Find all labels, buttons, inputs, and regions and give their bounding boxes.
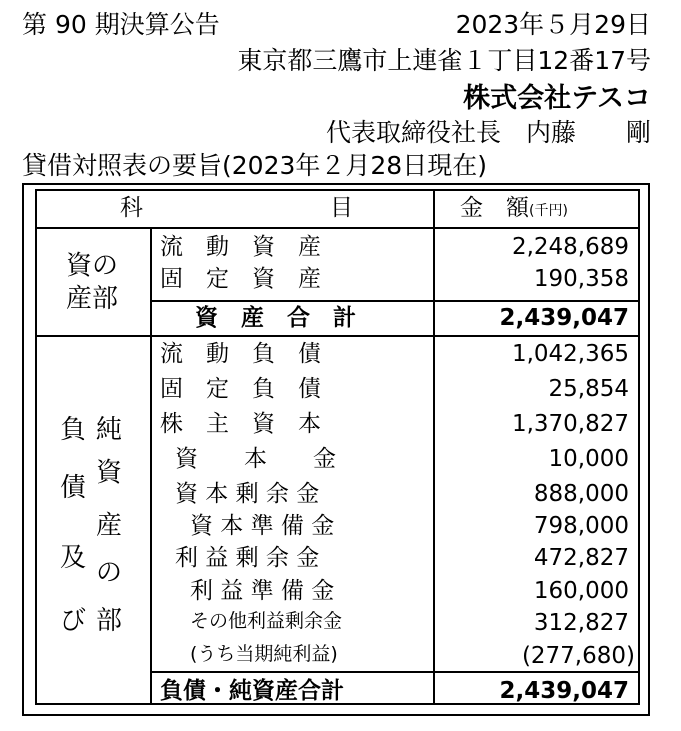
header-item-2: 目 xyxy=(330,195,353,221)
liab-row-label: (うち当期純利益) xyxy=(190,643,338,665)
assets-total-divider xyxy=(150,300,640,302)
liab-row-value: 25,854 xyxy=(548,376,629,402)
header-item-1: 科 xyxy=(120,195,143,221)
liab-side-col2-1: 資 xyxy=(96,458,123,488)
company-name: 株式会社テスコ xyxy=(463,83,651,114)
section-divider xyxy=(35,335,640,337)
liab-side-col1-2: 及 xyxy=(60,543,87,573)
liab-row-label: 資 本 剰 余 金 xyxy=(175,481,320,507)
header-amount xyxy=(460,197,568,220)
header-amount-label: 金 額 xyxy=(460,195,529,221)
liab-side-col2-2: 産 xyxy=(96,511,123,541)
liab-row-label: 流 動 負 債 xyxy=(160,341,321,367)
liab-row-value: 1,370,827 xyxy=(511,411,629,437)
side-label-divider xyxy=(150,227,152,705)
notice-title: 第 90 期決算公告 xyxy=(22,10,220,39)
assets-total-label: 資 産 合 計 xyxy=(195,305,356,331)
assets-row-fixed-value: 190,358 xyxy=(533,266,629,292)
liab-row-value: 472,827 xyxy=(533,545,629,571)
assets-row-fixed-label: 固 定 資 産 xyxy=(160,266,321,292)
assets-row-current-value: 2,248,689 xyxy=(511,234,629,260)
liab-side-col2-3: の xyxy=(96,558,123,588)
liab-side-col2-4: 部 xyxy=(96,606,123,636)
liab-total-divider xyxy=(150,671,640,673)
liab-row-value: 10,000 xyxy=(548,446,629,472)
liab-row-label: 資 本 準 備 金 xyxy=(190,513,335,539)
liab-side-col2-0: 純 xyxy=(96,415,123,445)
liab-row-value: 312,827 xyxy=(533,610,629,636)
liab-row-label: 利 益 剰 余 金 xyxy=(175,545,320,571)
liab-row-value: 1,042,365 xyxy=(511,341,629,367)
liab-row-label: 株 主 資 本 xyxy=(160,411,321,437)
liab-total-value: 2,439,047 xyxy=(499,678,629,704)
liab-row-value: (277,680) xyxy=(521,643,635,669)
notice-date: 2023年５月29日 xyxy=(455,10,651,39)
header-divider xyxy=(35,227,640,229)
liab-row-label: 固 定 負 債 xyxy=(160,376,321,402)
liab-side-col1-0: 負 xyxy=(60,415,87,445)
assets-total-value: 2,439,047 xyxy=(499,305,629,331)
representative: 代表取締役社長 内藤 剛 xyxy=(325,118,651,147)
liab-side-col1-1: 債 xyxy=(60,473,87,503)
liab-side-col1-3: び xyxy=(60,606,87,636)
liab-row-label: その他利益剰余金 xyxy=(190,610,343,632)
assets-row-current-label: 流 動 資 産 xyxy=(160,234,321,260)
liab-row-value: 160,000 xyxy=(533,578,629,604)
header-unit: (千円) xyxy=(529,203,568,219)
balance-sheet-title: 貸借対照表の要旨(2023年２月28日現在) xyxy=(22,151,487,180)
assets-side-label-1: 資の xyxy=(66,251,119,281)
amount-column-divider xyxy=(433,189,435,705)
liab-total-label: 負債・純資産合計 xyxy=(160,678,344,704)
liab-row-label: 資 本 金 xyxy=(175,446,336,472)
company-address: 東京都三鷹市上連雀１丁目12番17号 xyxy=(237,46,651,75)
assets-side-label-2: 産部 xyxy=(66,284,119,314)
liab-row-value: 888,000 xyxy=(533,481,629,507)
liab-row-label: 利 益 準 備 金 xyxy=(190,578,335,604)
liab-row-value: 798,000 xyxy=(533,513,629,539)
